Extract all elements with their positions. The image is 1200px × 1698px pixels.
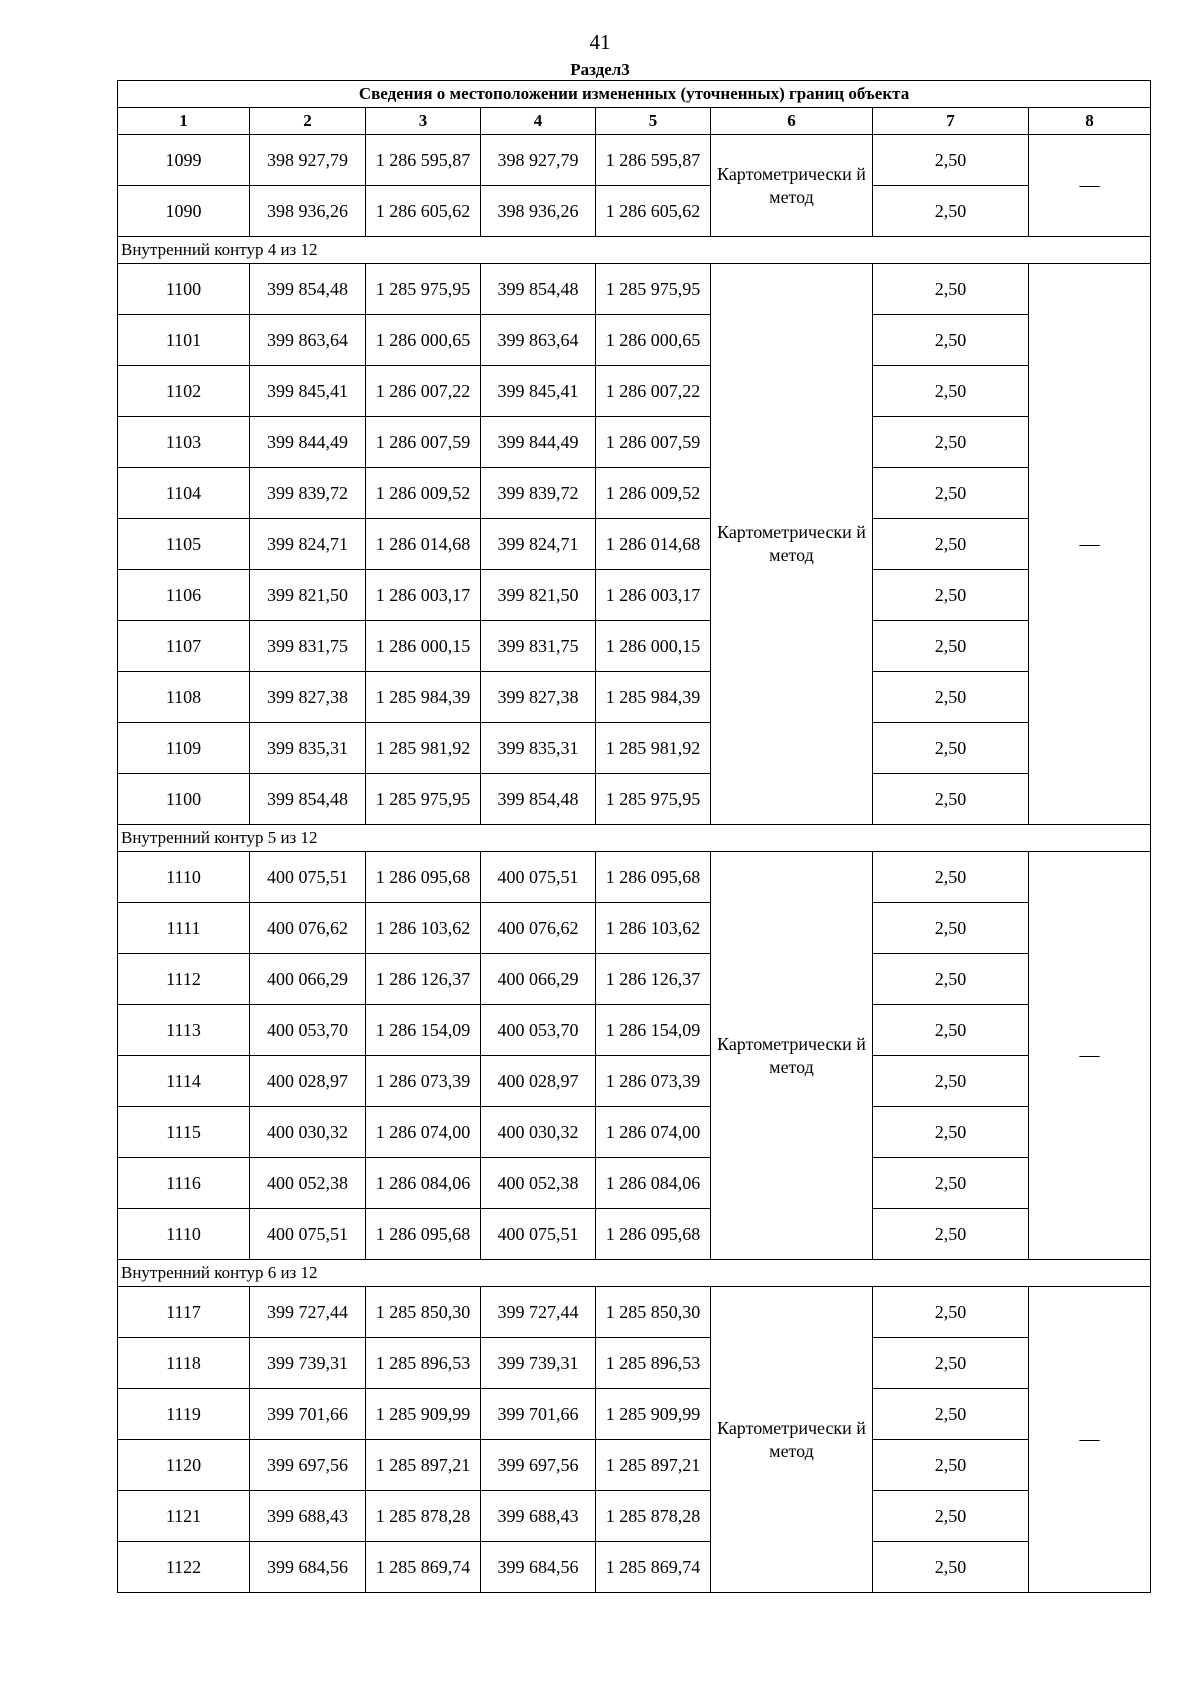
table-row [118,417,1151,468]
y-coordinate-refined-cell: 1 286 605,62 [596,186,711,237]
table-row [118,264,1151,315]
y-coordinate-cell: 1 286 009,52 [366,468,481,519]
y-coordinate-cell: 1 285 878,28 [366,1491,481,1542]
point-number-cell: 1111 [118,903,250,954]
y-coordinate-refined-cell: 1 286 014,68 [596,519,711,570]
x-coordinate-refined-cell: 400 053,70 [481,1005,596,1056]
accuracy-cell: 2,50 [873,621,1029,672]
y-coordinate-cell: 1 286 084,06 [366,1158,481,1209]
point-number-cell: 1106 [118,570,250,621]
x-coordinate-refined-cell: 399 831,75 [481,621,596,672]
table-row [118,1542,1151,1593]
accuracy-cell: 2,50 [873,1056,1029,1107]
y-coordinate-refined-cell: 1 286 073,39 [596,1056,711,1107]
table-caption: Сведения о местоположении измененных (уточненных) границ объекта [118,81,1151,108]
accuracy-cell: 2,50 [873,1158,1029,1209]
y-coordinate-cell: 1 286 000,65 [366,315,481,366]
point-number-cell: 1109 [118,723,250,774]
point-number-cell: 1100 [118,264,250,315]
y-coordinate-refined-cell: 1 285 897,21 [596,1440,711,1491]
y-coordinate-refined-cell: 1 286 007,59 [596,417,711,468]
y-coordinate-cell: 1 285 897,21 [366,1440,481,1491]
y-coordinate-refined-cell: 1 286 095,68 [596,1209,711,1260]
x-coordinate-cell: 400 066,29 [250,954,366,1005]
y-coordinate-cell: 1 286 073,39 [366,1056,481,1107]
y-coordinate-refined-cell: 1 286 126,37 [596,954,711,1005]
y-coordinate-refined-cell: 1 285 896,53 [596,1338,711,1389]
table-row [118,903,1151,954]
y-coordinate-refined-cell: 1 286 154,09 [596,1005,711,1056]
x-coordinate-cell: 399 831,75 [250,621,366,672]
accuracy-cell: 2,50 [873,186,1029,237]
point-number-cell: 1118 [118,1338,250,1389]
x-coordinate-refined-cell: 400 028,97 [481,1056,596,1107]
accuracy-cell: 2,50 [873,852,1029,903]
x-coordinate-refined-cell: 399 839,72 [481,468,596,519]
x-coordinate-cell: 399 727,44 [250,1287,366,1338]
x-coordinate-refined-cell: 400 076,62 [481,903,596,954]
contour-header-row [118,1260,1151,1287]
point-number-cell: 1112 [118,954,250,1005]
x-coordinate-refined-cell: 399 835,31 [481,723,596,774]
y-coordinate-refined-cell: 1 285 981,92 [596,723,711,774]
x-coordinate-refined-cell: 399 727,44 [481,1287,596,1338]
contour-header-row [118,237,1151,264]
contour-label: Внутренний контур 5 из 12 [118,825,1151,852]
y-coordinate-cell: 1 286 007,59 [366,417,481,468]
x-coordinate-refined-cell: 399 821,50 [481,570,596,621]
point-number-cell: 1117 [118,1287,250,1338]
point-number-cell: 1115 [118,1107,250,1158]
accuracy-cell: 2,50 [873,774,1029,825]
column-number-5: 5 [596,108,711,135]
x-coordinate-refined-cell: 399 697,56 [481,1440,596,1491]
x-coordinate-refined-cell: 399 844,49 [481,417,596,468]
accuracy-cell: 2,50 [873,1389,1029,1440]
y-coordinate-cell: 1 285 896,53 [366,1338,481,1389]
x-coordinate-cell: 400 076,62 [250,903,366,954]
x-coordinate-refined-cell: 400 075,51 [481,852,596,903]
y-coordinate-cell: 1 285 869,74 [366,1542,481,1593]
point-number-cell: 1090 [118,186,250,237]
y-coordinate-refined-cell: 1 286 003,17 [596,570,711,621]
y-coordinate-cell: 1 286 595,87 [366,135,481,186]
method-cell: Картометрически й метод [711,135,873,237]
y-coordinate-cell: 1 286 095,68 [366,852,481,903]
point-number-cell: 1105 [118,519,250,570]
boundary-coordinates-table [117,80,1151,1593]
point-number-cell: 1102 [118,366,250,417]
accuracy-cell: 2,50 [873,954,1029,1005]
column-number-7: 7 [873,108,1029,135]
y-coordinate-refined-cell: 1 285 975,95 [596,774,711,825]
table-row [118,1287,1151,1338]
column-number-1: 1 [118,108,250,135]
point-number-cell: 1114 [118,1056,250,1107]
table-row [118,468,1151,519]
table-row [118,1056,1151,1107]
y-coordinate-refined-cell: 1 285 984,39 [596,672,711,723]
x-coordinate-refined-cell: 399 827,38 [481,672,596,723]
table-row [118,1107,1151,1158]
y-coordinate-cell: 1 286 154,09 [366,1005,481,1056]
x-coordinate-cell: 399 821,50 [250,570,366,621]
accuracy-cell: 2,50 [873,723,1029,774]
accuracy-cell: 2,50 [873,1107,1029,1158]
x-coordinate-cell: 398 927,79 [250,135,366,186]
table-row [118,1389,1151,1440]
y-coordinate-refined-cell: 1 286 000,65 [596,315,711,366]
x-coordinate-cell: 399 684,56 [250,1542,366,1593]
accuracy-cell: 2,50 [873,366,1029,417]
table-row [118,621,1151,672]
point-number-cell: 1110 [118,852,250,903]
accuracy-cell: 2,50 [873,417,1029,468]
accuracy-cell: 2,50 [873,1491,1029,1542]
point-number-cell: 1116 [118,1158,250,1209]
x-coordinate-refined-cell: 400 052,38 [481,1158,596,1209]
column-number-6: 6 [711,108,873,135]
x-coordinate-refined-cell: 399 854,48 [481,774,596,825]
contour-label: Внутренний контур 6 из 12 [118,1260,1151,1287]
table-row [118,723,1151,774]
x-coordinate-cell: 399 863,64 [250,315,366,366]
y-coordinate-refined-cell: 1 286 009,52 [596,468,711,519]
x-coordinate-refined-cell: 399 863,64 [481,315,596,366]
y-coordinate-cell: 1 285 981,92 [366,723,481,774]
contour-header-row [118,825,1151,852]
x-coordinate-cell: 400 052,38 [250,1158,366,1209]
x-coordinate-cell: 400 053,70 [250,1005,366,1056]
point-number-cell: 1107 [118,621,250,672]
note-cell: — [1029,135,1151,237]
point-number-cell: 1100 [118,774,250,825]
y-coordinate-cell: 1 285 975,95 [366,774,481,825]
y-coordinate-cell: 1 286 000,15 [366,621,481,672]
x-coordinate-cell: 399 835,31 [250,723,366,774]
point-number-cell: 1113 [118,1005,250,1056]
table-row [118,366,1151,417]
y-coordinate-refined-cell: 1 285 975,95 [596,264,711,315]
note-cell: — [1029,852,1151,1260]
accuracy-cell: 2,50 [873,1005,1029,1056]
x-coordinate-cell: 399 844,49 [250,417,366,468]
y-coordinate-refined-cell: 1 286 007,22 [596,366,711,417]
table-row [118,519,1151,570]
x-coordinate-refined-cell: 399 701,66 [481,1389,596,1440]
x-coordinate-cell: 399 824,71 [250,519,366,570]
point-number-cell: 1122 [118,1542,250,1593]
y-coordinate-cell: 1 286 605,62 [366,186,481,237]
y-coordinate-refined-cell: 1 286 095,68 [596,852,711,903]
x-coordinate-cell: 398 936,26 [250,186,366,237]
x-coordinate-cell: 400 030,32 [250,1107,366,1158]
y-coordinate-refined-cell: 1 285 909,99 [596,1389,711,1440]
y-coordinate-refined-cell: 1 286 103,62 [596,903,711,954]
y-coordinate-refined-cell: 1 286 595,87 [596,135,711,186]
accuracy-cell: 2,50 [873,1338,1029,1389]
point-number-cell: 1104 [118,468,250,519]
accuracy-cell: 2,50 [873,315,1029,366]
accuracy-cell: 2,50 [873,1209,1029,1260]
x-coordinate-cell: 400 028,97 [250,1056,366,1107]
table-row [118,186,1151,237]
contour-label: Внутренний контур 4 из 12 [118,237,1151,264]
x-coordinate-cell: 400 075,51 [250,852,366,903]
section-title: Раздел3 [570,60,630,79]
x-coordinate-refined-cell: 398 936,26 [481,186,596,237]
x-coordinate-refined-cell: 399 684,56 [481,1542,596,1593]
table-row [118,774,1151,825]
column-number-row [118,108,1151,135]
y-coordinate-cell: 1 285 984,39 [366,672,481,723]
x-coordinate-refined-cell: 400 030,32 [481,1107,596,1158]
table-row [118,1005,1151,1056]
x-coordinate-cell: 399 827,38 [250,672,366,723]
method-cell: Картометрически й метод [711,264,873,825]
accuracy-cell: 2,50 [873,468,1029,519]
accuracy-cell: 2,50 [873,1287,1029,1338]
x-coordinate-cell: 399 854,48 [250,774,366,825]
y-coordinate-cell: 1 285 909,99 [366,1389,481,1440]
table-row [118,1440,1151,1491]
x-coordinate-cell: 399 697,56 [250,1440,366,1491]
note-cell: — [1029,1287,1151,1593]
x-coordinate-refined-cell: 399 688,43 [481,1491,596,1542]
accuracy-cell: 2,50 [873,135,1029,186]
column-number-2: 2 [250,108,366,135]
column-number-3: 3 [366,108,481,135]
y-coordinate-cell: 1 286 103,62 [366,903,481,954]
x-coordinate-cell: 399 688,43 [250,1491,366,1542]
x-coordinate-refined-cell: 400 066,29 [481,954,596,1005]
x-coordinate-refined-cell: 399 824,71 [481,519,596,570]
point-number-cell: 1108 [118,672,250,723]
accuracy-cell: 2,50 [873,264,1029,315]
table-row [118,1158,1151,1209]
y-coordinate-cell: 1 286 007,22 [366,366,481,417]
point-number-cell: 1101 [118,315,250,366]
x-coordinate-cell: 399 845,41 [250,366,366,417]
table-row [118,1338,1151,1389]
x-coordinate-cell: 399 739,31 [250,1338,366,1389]
x-coordinate-refined-cell: 400 075,51 [481,1209,596,1260]
y-coordinate-refined-cell: 1 285 850,30 [596,1287,711,1338]
table-row [118,852,1151,903]
table-row [118,672,1151,723]
y-coordinate-cell: 1 286 003,17 [366,570,481,621]
point-number-cell: 1120 [118,1440,250,1491]
x-coordinate-refined-cell: 399 739,31 [481,1338,596,1389]
y-coordinate-cell: 1 286 126,37 [366,954,481,1005]
y-coordinate-refined-cell: 1 286 000,15 [596,621,711,672]
x-coordinate-refined-cell: 399 854,48 [481,264,596,315]
column-number-8: 8 [1029,108,1151,135]
accuracy-cell: 2,50 [873,903,1029,954]
y-coordinate-refined-cell: 1 286 084,06 [596,1158,711,1209]
y-coordinate-cell: 1 286 014,68 [366,519,481,570]
x-coordinate-cell: 400 075,51 [250,1209,366,1260]
method-cell: Картометрически й метод [711,852,873,1260]
y-coordinate-cell: 1 286 095,68 [366,1209,481,1260]
y-coordinate-refined-cell: 1 285 878,28 [596,1491,711,1542]
accuracy-cell: 2,50 [873,570,1029,621]
x-coordinate-cell: 399 839,72 [250,468,366,519]
accuracy-cell: 2,50 [873,1542,1029,1593]
x-coordinate-cell: 399 854,48 [250,264,366,315]
table-row [118,315,1151,366]
x-coordinate-cell: 399 701,66 [250,1389,366,1440]
point-number-cell: 1121 [118,1491,250,1542]
y-coordinate-refined-cell: 1 286 074,00 [596,1107,711,1158]
accuracy-cell: 2,50 [873,1440,1029,1491]
accuracy-cell: 2,50 [873,519,1029,570]
table-row [118,954,1151,1005]
column-number-4: 4 [481,108,596,135]
y-coordinate-cell: 1 285 850,30 [366,1287,481,1338]
point-number-cell: 1119 [118,1389,250,1440]
y-coordinate-refined-cell: 1 285 869,74 [596,1542,711,1593]
y-coordinate-cell: 1 285 975,95 [366,264,481,315]
y-coordinate-cell: 1 286 074,00 [366,1107,481,1158]
table-row [118,1491,1151,1542]
point-number-cell: 1103 [118,417,250,468]
x-coordinate-refined-cell: 398 927,79 [481,135,596,186]
point-number-cell: 1110 [118,1209,250,1260]
point-number-cell: 1099 [118,135,250,186]
note-cell: — [1029,264,1151,825]
x-coordinate-refined-cell: 399 845,41 [481,366,596,417]
table-row [118,570,1151,621]
table-row [118,135,1151,186]
table-row [118,1209,1151,1260]
accuracy-cell: 2,50 [873,672,1029,723]
method-cell: Картометрически й метод [711,1287,873,1593]
page-number: 41 [589,30,611,54]
